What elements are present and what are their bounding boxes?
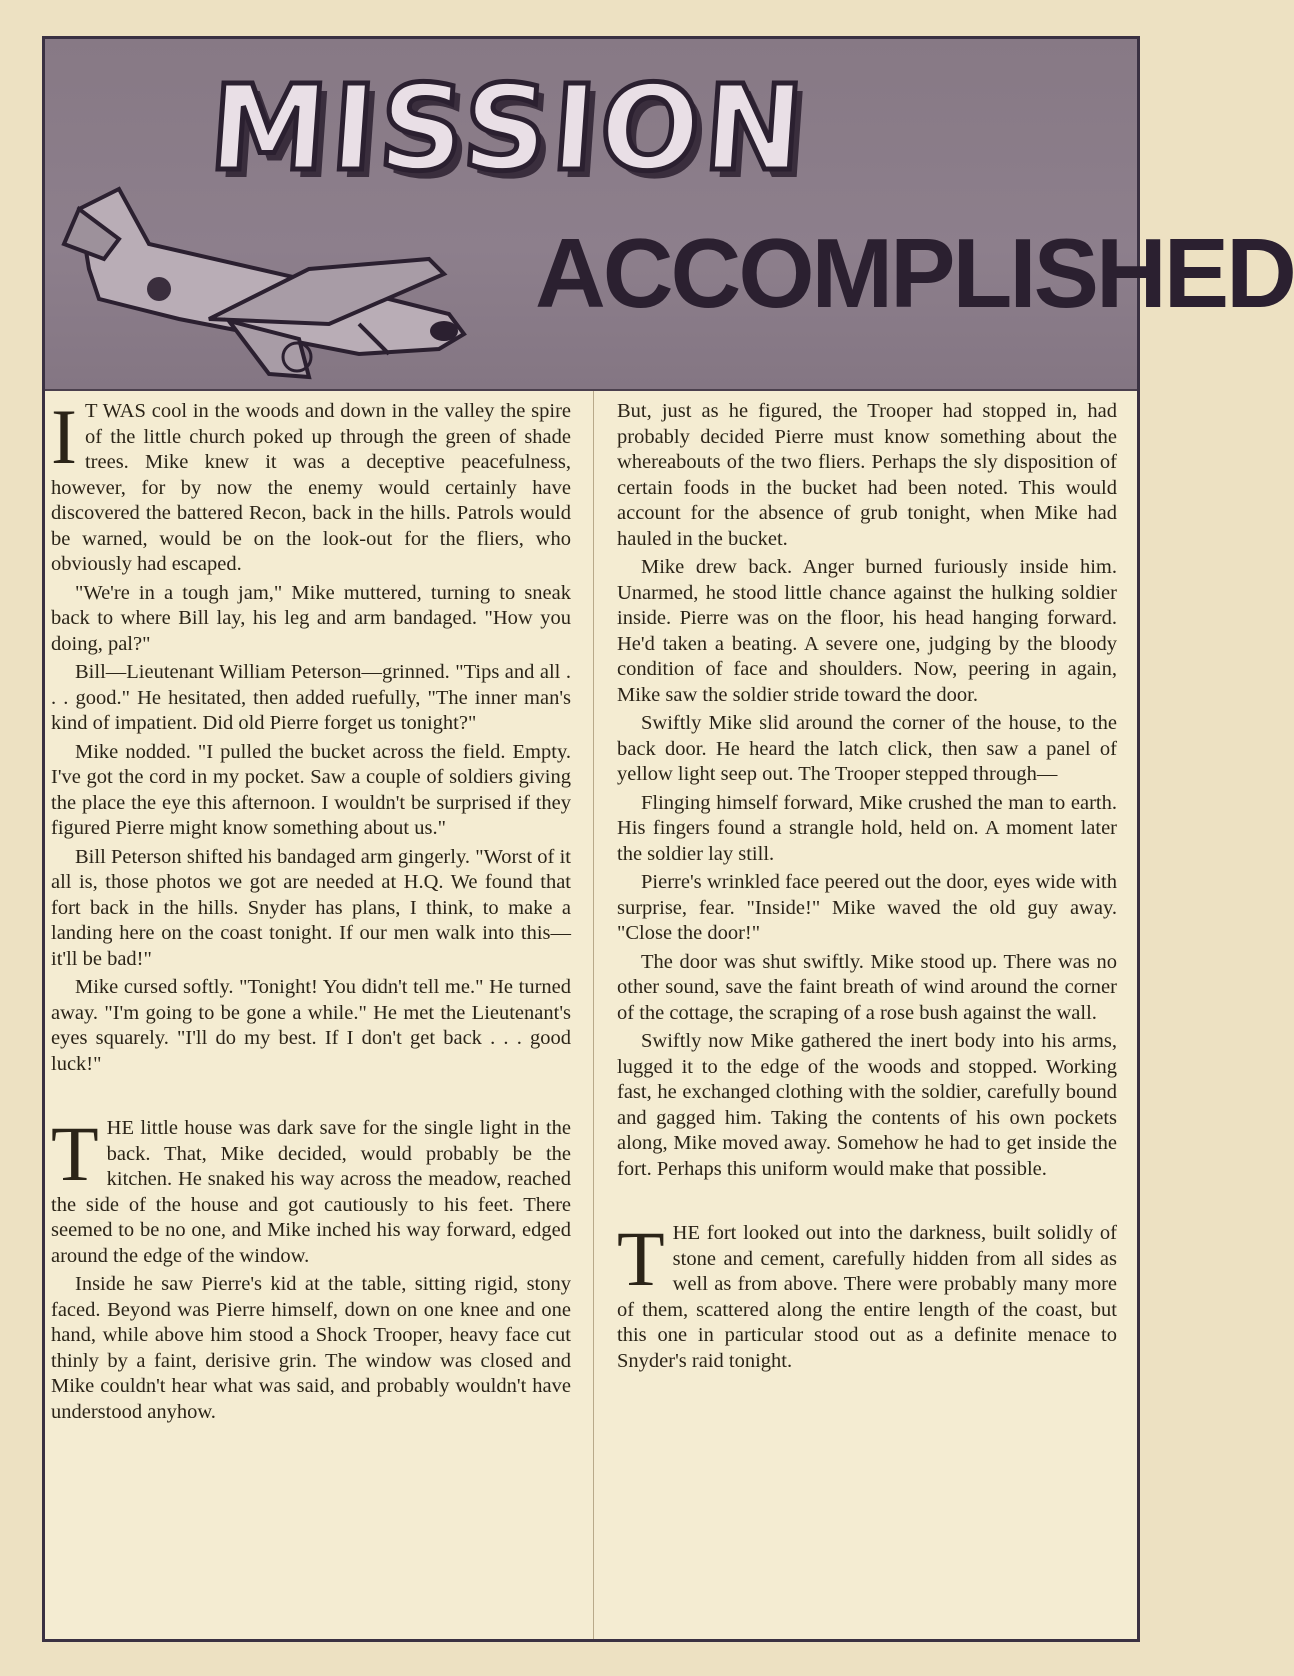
paragraph: Mike drew back. Anger burned furiously inside him. Unarmed, he stood little chance against the hulking soldier inside. Pierre was on the floor, his head hanging forward. He'd taken a beating. A severe one, judging by the bloody condition of face and shoulders. Now, peering in again, Mike saw the soldier stride toward the door. (617, 556, 1117, 706)
paragraph: Swiftly Mike slid around the corner of the house, to the back door. He heard the latch click, then saw a panel of yellow light seep out. The Trooper stepped through— (617, 712, 1117, 785)
paragraph: Bill Peterson shifted his bandaged arm gingerly. "Worst of it all is, those photos we got are needed at H.Q. We found that fort back in the hills. Snyder has plans, I think, to make a landing here on the coast tonight. If our men walk into this—it'll be bad!" (51, 845, 571, 970)
right-column (617, 399, 1117, 1377)
page-frame (42, 36, 1294, 1642)
title-accomplished: ACCOMPLISHED (535, 218, 1294, 328)
paragraph: Mike cursed softly. "Tonight! You didn't tell me." He turned away. "I'm going to be gone a while." He met the Lieutenant's eyes squarely. "I'll do my best. If I don't get back . . . good luck!" (51, 976, 571, 1075)
paragraph: THE fort looked out into the darkness, built solidly of stone and cement, carefully hidden from all sides as well as from above. There were probably many more of them, scattered along the entire length of the coast, but this one in particular stood out as a definite menace to Snyder's raid tonight. (617, 1215, 1117, 1372)
title-mission: MISSION (205, 59, 812, 197)
paragraph: Inside he saw Pierre's kid at the table, sitting rigid, stony faced. Beyond was Pierre himself, down on one knee and one hand, while above him stood a Shock Trooper, heavy face cut thinly by a faint, derisive grin. The window was closed and Mike couldn't hear what was said, and probably wouldn't have understood anyhow. (51, 1273, 571, 1423)
paragraph: Mike nodded. "I pulled the bucket across the field. Empty. I've got the cord in my pocket. Saw a couple of soldiers giving the place the eye this afternoon. I wouldn't be surprised if they figured Pierre might know something about us." (51, 740, 571, 839)
section-break (617, 1185, 1117, 1221)
drop-cap: T (51, 1110, 99, 1197)
section-break (51, 1080, 571, 1116)
drop-cap: T (617, 1215, 665, 1302)
paragraph: But, just as he figured, the Trooper had stopped in, had probably decided Pierre must know something about the whereabouts of the two fliers. Perhaps the sly disposition of certain foods in the bucket had been noted. This would account for the absence of grub tonight, when Mike had hauled in the bucket. (617, 400, 1117, 550)
column-divider (593, 391, 594, 1639)
title-banner (45, 39, 1294, 391)
paragraph: I T WAS cool in the woods and down in the valley the spire of the little church poked up through the green of shade trees. Mike knew it was a deceptive peacefulness, however, for by now the enemy would certainly have discovered the battered Recon, back in the hills. Patrols would be warned, would be on the look-out for the fliers, who obviously had escaped. (51, 393, 571, 575)
paragraph: THE little house was dark save for the single light in the back. That, Mike decided, would probably be the kitchen. He snaked his way across the meadow, reached the side of the house and got cautiously to his feet. There seemed to be no one, and Mike inched his way forward, edged around the edge of the window. (51, 1110, 571, 1267)
paragraph: Pierre's wrinkled face peered out the door, eyes wide with surprise, fear. "Inside!" Mike waved the old guy away. "Close the door!" (617, 871, 1117, 944)
paragraph: Flinging himself forward, Mike crushed the man to earth. His fingers found a strangle hold, held on. A moment later the soldier lay still. (617, 791, 1117, 865)
paragraph: "We're in a tough jam," Mike muttered, turning to sneak back to where Bill lay, his leg and arm bandaged. "How you doing, pal?" (51, 581, 571, 655)
drop-cap: I (51, 393, 77, 480)
left-column (51, 393, 571, 1428)
paragraph: The door was shut swiftly. Mike stood up. There was no other sound, save the faint breath of wind around the corner of the cottage, the scraping of a rose bush against the wall. (617, 950, 1117, 1024)
paragraph: Bill—Lieutenant William Peterson—grinned. "Tips and all . . . good." He hesitated, then added ruefully, "The inner man's kind of impatient. Did old Pierre forget us tonight?" (51, 661, 571, 734)
paragraph: Swiftly now Mike gathered the inert body into his arms, lugged it to the edge of the woods and stopped. Working fast, he exchanged clothing with the soldier, carefully bound and gagged him. Taking the contents of his own pockets along, Mike moved away. Somehow he had to get inside the fort. Perhaps this uniform would make that possible. (617, 1030, 1117, 1180)
